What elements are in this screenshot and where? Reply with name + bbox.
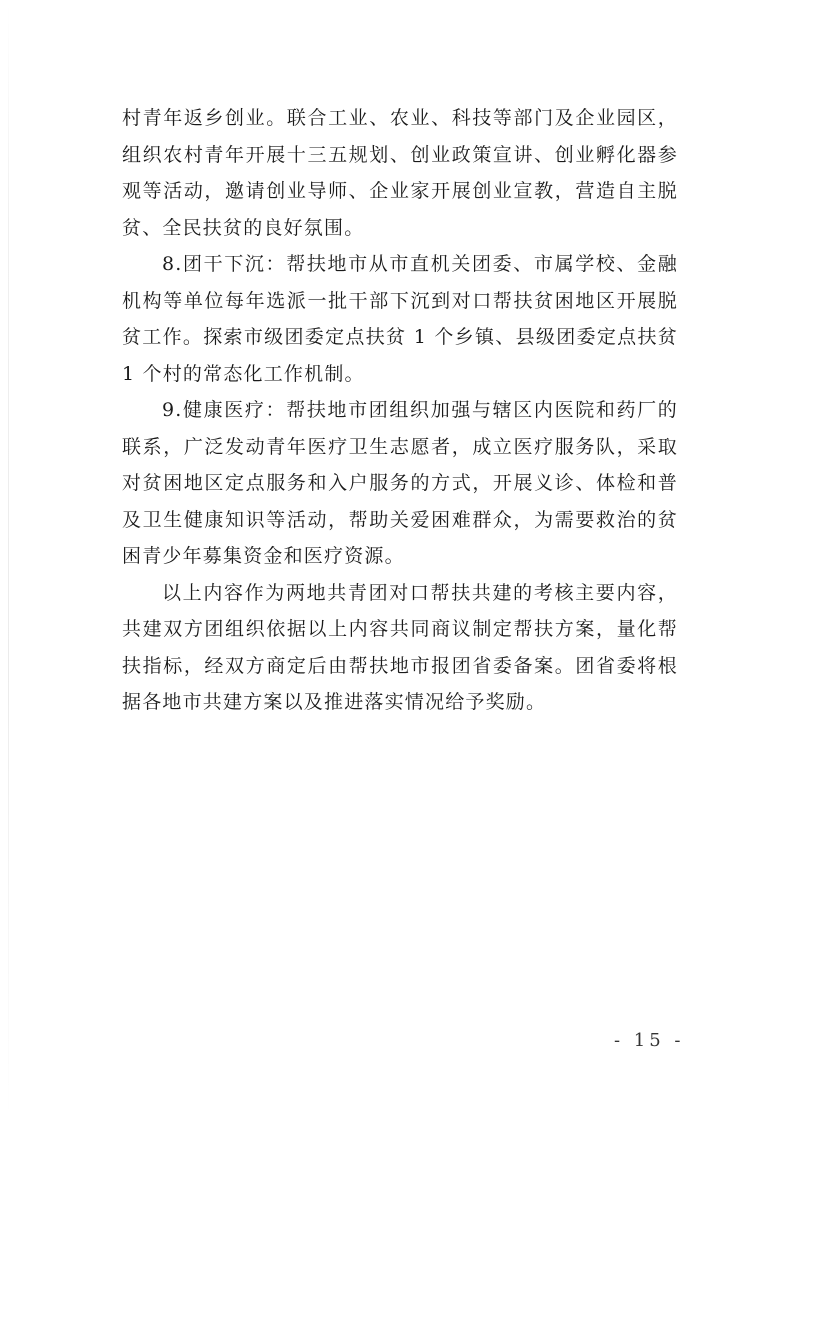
- paragraph-assessment-summary: 以上内容作为两地共青团对口帮扶共建的考核主要内容，共建双方团组织依据以上内容共同商议制定帮扶方案，量化帮扶指标，经双方商定后由帮扶地市报团省委备案。团省委将根据各地市共建方案以及推进落实情况给予奖励。: [122, 581, 678, 713]
- page-number: - 15 -: [614, 1030, 685, 1051]
- scan-edge-shadow: [8, 0, 9, 1120]
- body-text: [122, 100, 678, 721]
- paragraph-health-medical: 9.健康医疗：帮扶地市团组织加强与辖区内医院和药厂的联系，广泛发动青年医疗卫生志愿者，成立医疗服务队，采取对贫困地区定点服务和入户服务的方式，开展义诊、体检和普及卫生健康知识等活动，帮助关爱困难群众，为需要救治的贫困青少年募集资金和医疗资源。: [122, 399, 678, 567]
- paragraph-cadre-deployment: 8.团干下沉：帮扶地市从市直机关团委、市属学校、金融机构等单位每年选派一批干部下沉到对口帮扶贫困地区开展脱贫工作。探索市级团委定点扶贫 1 个乡镇、县级团委定点扶贫 1 个村的常态化工作机制。: [122, 253, 678, 385]
- paragraph-rural-youth-entrepreneurship: 村青年返乡创业。联合工业、农业、科技等部门及企业园区，组织农村青年开展十三五规划、创业政策宣讲、创业孵化器参观等活动，邀请创业导师、企业家开展创业宣教，营造自主脱贫、全民扶贫的良好氛围。: [122, 107, 678, 239]
